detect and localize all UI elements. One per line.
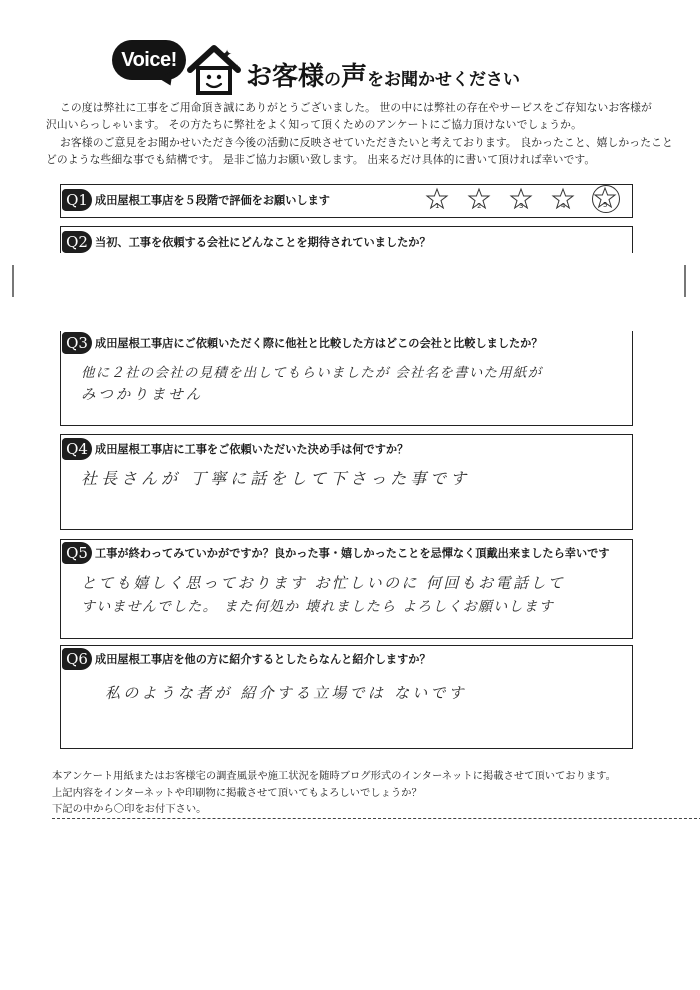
rating-star-1[interactable]: 1	[425, 187, 449, 213]
question-badge: Q6	[62, 648, 92, 670]
rating-star-2[interactable]: 2	[467, 187, 491, 213]
scan-edge-mark	[12, 265, 14, 297]
question-text: 成田屋根工事店を５段階で評価をお願いします	[95, 194, 330, 207]
question-5-box	[60, 539, 633, 639]
question-3-box	[60, 331, 633, 426]
question-6-box	[60, 645, 633, 749]
question-badge: Q2	[62, 231, 92, 253]
rating-stars	[425, 187, 620, 213]
blank-scan-gap	[0, 253, 700, 333]
handwritten-answer: みつかりません	[81, 387, 204, 403]
consent-notice: 本アンケート用紙またはお客様宅の調査風景や施工状況を随時ブログ形式のインターネットに掲載させて頂いております。 上記内容をインターネットや印刷物に掲載させて頂いてもよろしいでしょうか？ 下記の中から〇印をお付下さい。	[52, 770, 616, 815]
voice-logo-bubble: Voice!	[112, 40, 186, 80]
sparkle-icon: ✦	[234, 63, 241, 72]
handwritten-answer: すいませんでした。 また何処か 壊れましたら よろしくお願いします	[81, 599, 554, 615]
rating-star-4[interactable]: 4	[551, 187, 575, 213]
handwritten-answer: 私のような者が 紹介する立場では ないです	[105, 684, 467, 702]
question-1-box	[60, 184, 633, 218]
scan-edge-mark	[684, 265, 686, 297]
question-badge: Q5	[62, 542, 92, 564]
question-text: 成田屋根工事店に工事をご依頼いただいた決め手は何ですか？	[95, 443, 409, 456]
question-badge: Q3	[62, 332, 92, 354]
rating-star-5-selected[interactable]: 5	[592, 185, 620, 213]
handwritten-answer: とても嬉しく思っております お忙しいのに 何回もお電話して	[81, 574, 566, 592]
handwritten-answer: 他に２社の会社の見積を出してもらいましたが 会社名を書いた用紙が	[81, 365, 543, 381]
question-badge: Q4	[62, 438, 92, 460]
rating-star-3[interactable]: 3	[509, 187, 533, 213]
question-text: 成田屋根工事店にご依頼いただく際に他社と比較した方はどこの会社と比較しましたか？	[95, 337, 543, 350]
question-4-box	[60, 434, 633, 530]
question-badge: Q1	[62, 189, 92, 211]
question-text: 工事が終わってみていかがですか？良かった事・嬉しかったことを忌憚なく頂戴出来ましたら幸いです	[95, 547, 610, 560]
sparkle-icon: ✦	[222, 47, 233, 61]
cut-line	[52, 818, 700, 819]
question-text: 当初、工事を依頼する会社にどんなことを期待されていましたか？	[95, 236, 431, 249]
handwritten-answer: 社長さんが 丁寧に話をして下さった事です	[81, 469, 471, 488]
page-title: お客様の声をお聞かせください	[246, 62, 521, 92]
intro-text: この度は弊社に工事をご用命頂き誠にありがとうございました。 世の中には弊社の存在やサービスをご存知ないお客様が 沢山いらっしゃいます。 その方たちに弊社をよく知って頂くためのアンケートにご協力頂けないでしょうか。 お客様のご意見をお聞かせいただき今後の活動に反映させていただきたいと考えております。 良かったこと、嬉しかったこと どのような些細な事でも結構です。 是非ご協力お願い致します。 出来るだけ具体的に書いて頂ければ幸いです。	[46, 101, 673, 166]
question-text: 成田屋根工事店を他の方に紹介するとしたらなんと紹介しますか？	[95, 653, 431, 666]
